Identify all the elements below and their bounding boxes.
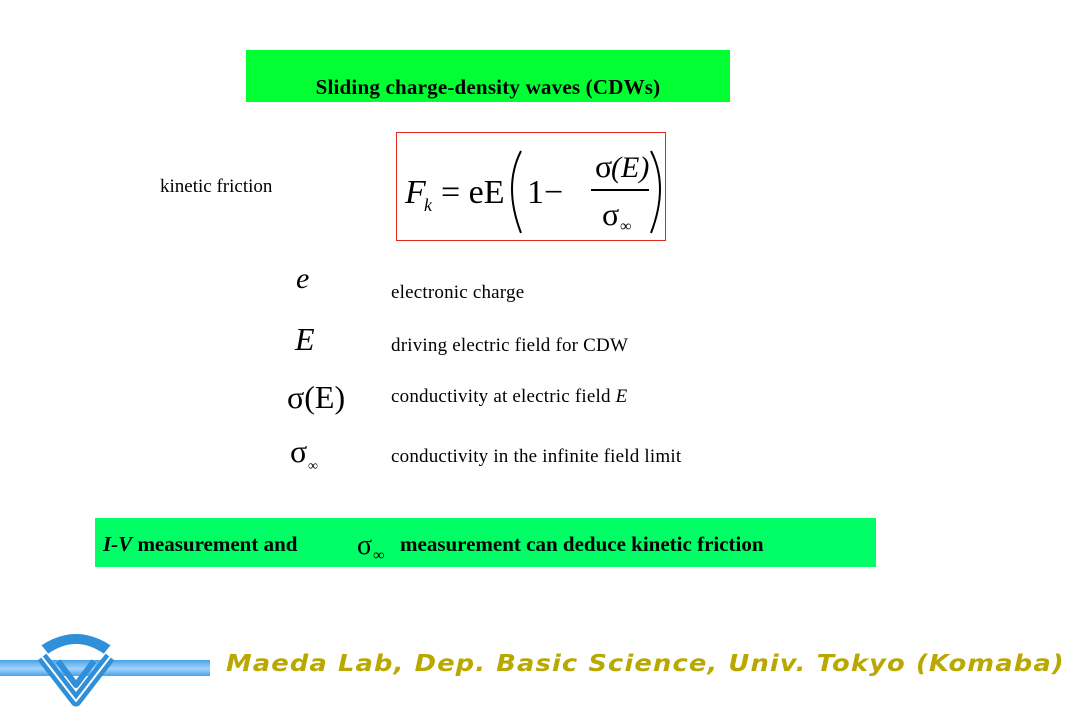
formula-sigma-den: σ [602, 196, 620, 232]
def-conductivity-infinite: conductivity in the infinite field limit [391, 446, 682, 467]
symbol-inf-sub: ∞ [308, 459, 318, 474]
formula-graphic [397, 133, 665, 240]
right-paren [651, 151, 660, 233]
conclusion-text-left [103, 531, 297, 557]
def-conductivity-field-var: E [615, 386, 628, 407]
conclusion-banner [95, 518, 876, 567]
conclusion-sigma: σ [357, 530, 373, 561]
footer-lab-name: Maeda Lab, Dep. Basic Science, Univ. Tokyo (Komaba) [226, 651, 1065, 677]
def-conductivity-field-text: conductivity at electric field [391, 386, 611, 407]
symbol-sigma-E: σ(E) [287, 379, 346, 415]
conclusion-inf: ∞ [373, 547, 385, 564]
formula-inf: ∞ [620, 218, 632, 235]
symbol-e: e [296, 262, 310, 295]
formula-k: k [424, 195, 432, 215]
conclusion-sigma-inf [355, 530, 393, 564]
def-conductivity-field [391, 386, 627, 408]
left-paren [512, 151, 521, 233]
formula-rhs: = eE [441, 174, 505, 211]
conclusion-part1: measurement and [132, 532, 298, 556]
symbol-E: E [295, 321, 315, 357]
conclusion-text-right: measurement can deduce kinetic friction [400, 532, 764, 556]
def-electronic-charge: electronic charge [391, 282, 525, 303]
formula-sigma-num: σ [595, 148, 613, 184]
lab-logo-icon [34, 627, 118, 705]
formula-F: F [405, 174, 426, 211]
symbol-sigma-inf: σ [290, 433, 308, 469]
title-banner [246, 50, 730, 102]
conclusion-iv: I-V [103, 532, 133, 556]
formula-one-minus: 1− [527, 174, 564, 211]
formula-E-num: (E) [611, 151, 650, 184]
def-driving-field: driving electric field for CDW [391, 335, 629, 356]
slide-title: Sliding charge-density waves (CDWs) [315, 75, 661, 99]
kinetic-friction-label: kinetic friction [160, 176, 273, 197]
kinetic-friction-formula [396, 132, 666, 241]
